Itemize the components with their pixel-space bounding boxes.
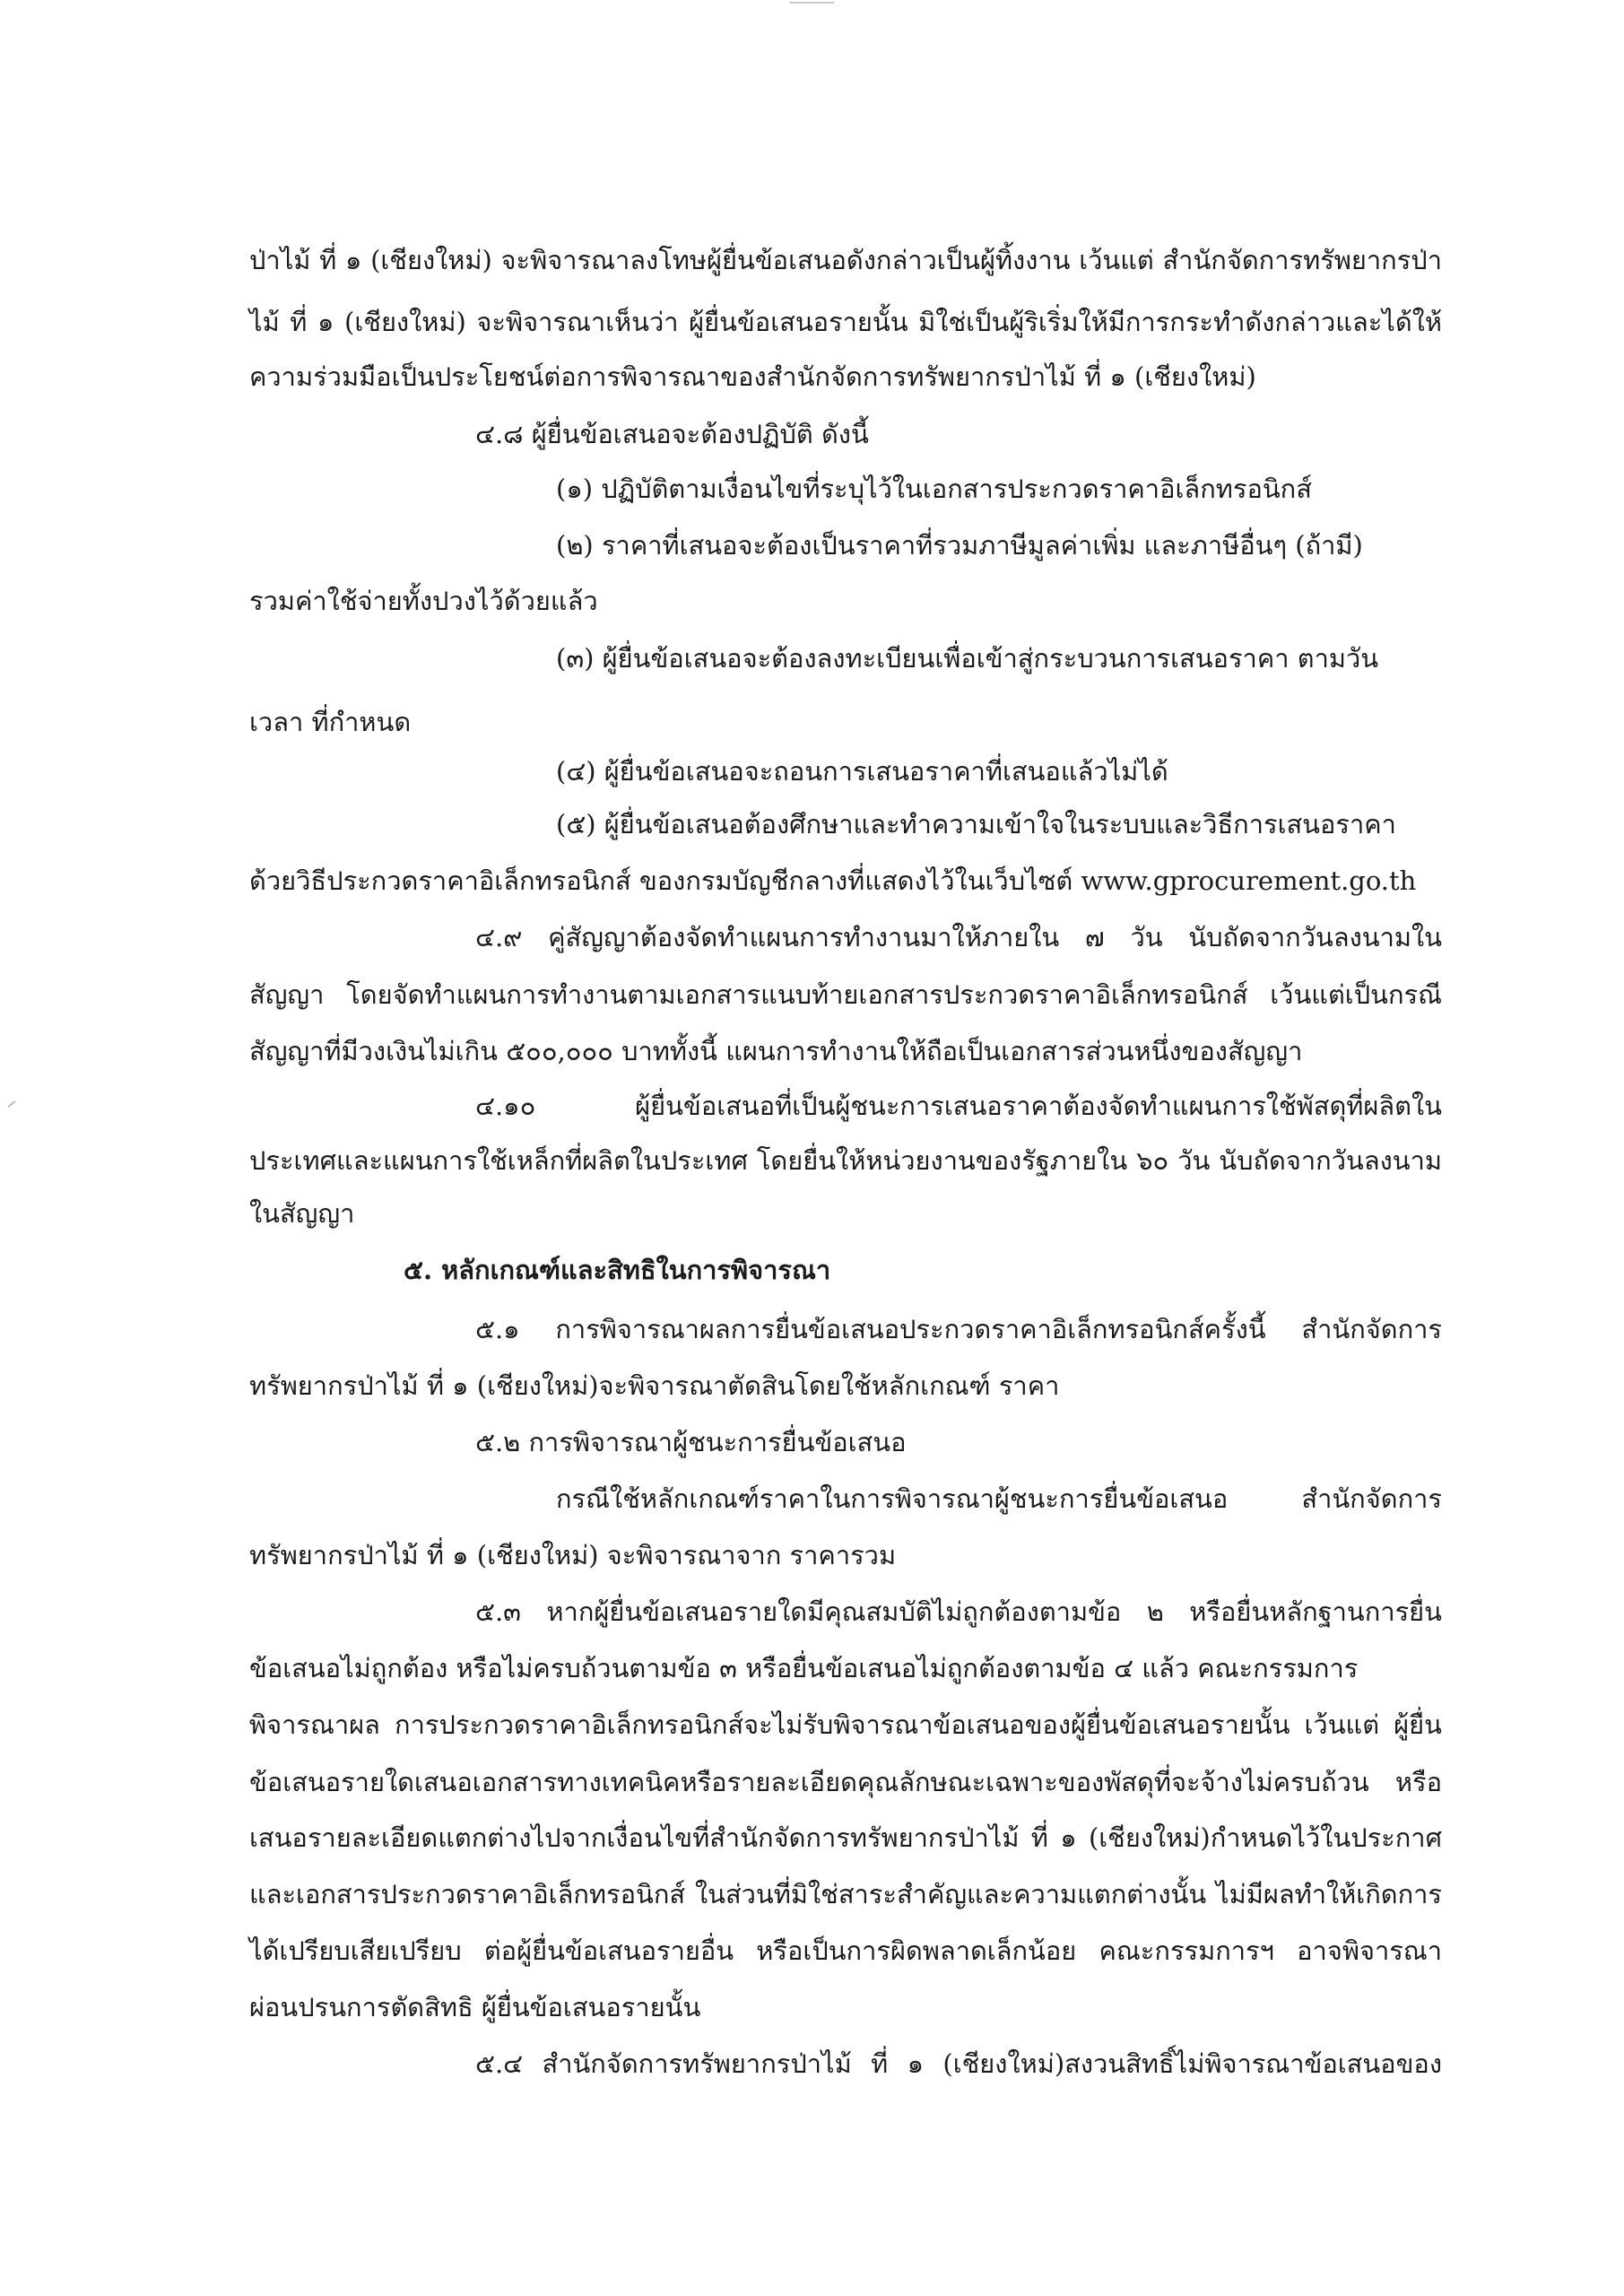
section-heading-5: ๕. หลักเกณฑ์และสิทธิในการพิจารณา (404, 1255, 831, 1285)
clause-4-9: ๔.๙ คู่สัญญาต้องจัดทำแผนการทำงานมาให้ภายใน ๗ วัน นับถัดจากวันลงนามใน (475, 922, 1442, 952)
clause-5-1: ๕.๑ การพิจารณาผลการยื่นข้อเสนอประกวดราคาอิเล็กทรอนิกส์ครั้งนี้ สำนักจัดการ (475, 1314, 1442, 1344)
paragraph-line: ไม้ ที่ ๑ (เชียงใหม่) จะพิจารณาเห็นว่า ผู้ยื่นข้อเสนอรายนั้น มิใช่เป็นผู้ริเริ่มให้มีการกระทำดังกล่าวและได้ให้ (249, 307, 1442, 337)
paragraph-line: สัญญา โดยจัดทำแผนการทำงานตามเอกสารแนบท้ายเอกสารประกวดราคาอิเล็กทรอนิกส์ เว้นแต่เป็นกรณี (249, 979, 1442, 1010)
paragraph-line: เวลา ที่กำหนด (249, 707, 412, 737)
clause-4-8-3: (๓) ผู้ยื่นข้อเสนอจะต้องลงทะเบียนเพื่อเข้าสู่กระบวนการเสนอราคา ตามวัน (556, 643, 1379, 674)
clause-4-8: ๔.๘ ผู้ยื่นข้อเสนอจะต้องปฏิบัติ ดังนี้ (475, 419, 869, 449)
paragraph-line: และเอกสารประกวดราคาอิเล็กทรอนิกส์ ในส่วนที่มิใช่สาระสำคัญและความแตกต่างนั้น ไม่มีผลทำให้เกิดการ (249, 1879, 1442, 1909)
paragraph-line: สัญญาที่มีวงเงินไม่เกิน ๕๐๐,๐๐๐ บาททั้งนี้ แผนการทำงานให้ถือเป็นเอกสารส่วนหนึ่งของสัญญา (249, 1036, 1303, 1066)
paragraph-line: ได้เปรียบเสียเปรียบ ต่อผู้ยื่นข้อเสนอรายอื่น หรือเป็นการผิดพลาดเล็กน้อย คณะกรรมการฯ อาจพิจารณา (249, 1935, 1442, 1966)
paragraph-line: ข้อเสนอไม่ถูกต้อง หรือไม่ครบถ้วนตามข้อ ๓ หรือยื่นข้อเสนอไม่ถูกต้องตามข้อ ๔ แล้ว คณะกรรมการ (249, 1653, 1359, 1683)
clause-4-10: ๔.๑๐ ผู้ยื่นข้อเสนอที่เป็นผู้ชนะการเสนอราคาต้องจัดทำแผนการใช้พัสดุที่ผลิตใน (475, 1091, 1442, 1121)
clause-4-8-1: (๑) ปฏิบัติตามเงื่อนไขที่ระบุไว้ในเอกสารประกวดราคาอิเล็กทรอนิกส์ (556, 474, 1312, 504)
paragraph-line: เสนอรายละเอียดแตกต่างไปจากเงื่อนไขที่สำนักจัดการทรัพยากรป่าไม้ ที่ ๑ (เชียงใหม่)กำหนดไว้ในประกาศ (249, 1822, 1442, 1853)
clause-4-8-2: (๒) ราคาที่เสนอจะต้องเป็นราคาที่รวมภาษีมูลค่าเพิ่ม และภาษีอื่นๆ (ถ้ามี) (556, 530, 1363, 561)
clause-5-3: ๕.๓ หากผู้ยื่นข้อเสนอรายใดมีคุณสมบัติไม่ถูกต้องตามข้อ ๒ หรือยื่นหลักฐานการยื่น (475, 1596, 1442, 1627)
paragraph-line: พิจารณาผล การประกวดราคาอิเล็กทรอนิกส์จะไม่รับพิจารณาข้อเสนอของผู้ยื่นข้อเสนอรายนั้น เว้นแต่ ผู้ยื่น (249, 1709, 1442, 1740)
paragraph-line: ในสัญญา (249, 1198, 355, 1229)
paragraph-line: ข้อเสนอรายใดเสนอเอกสารทางเทคนิคหรือรายละเอียดคุณลักษณะเฉพาะของพัสดุที่จะจ้างไม่ครบถ้วน หรือ (249, 1767, 1442, 1797)
clause-4-8-5: (๕) ผู้ยื่นข้อเสนอต้องศึกษาและทำความเข้าใจในระบบและวิธีการเสนอราคา (556, 809, 1396, 839)
clause-4-8-4: (๔) ผู้ยื่นข้อเสนอจะถอนการเสนอราคาที่เสนอแล้วไม่ได้ (556, 756, 1168, 787)
paragraph-line: ประเทศและแผนการใช้เหล็กที่ผลิตในประเทศ โดยยื่นให้หน่วยงานของรัฐภายใน ๖๐ วัน นับถัดจากวันลงนาม (249, 1145, 1442, 1176)
scan-mark (8, 1100, 16, 1108)
paragraph-line: ทรัพยากรป่าไม้ ที่ ๑ (เชียงใหม่)จะพิจารณาตัดสินโดยใช้หลักเกณฑ์ ราคา (249, 1370, 1060, 1401)
scan-mark (789, 2, 834, 4)
paragraph-line: ผ่อนปรนการตัดสิทธิ ผู้ยื่นข้อเสนอรายนั้น (249, 1992, 701, 2022)
paragraph-line: ความร่วมมือเป็นประโยชน์ต่อการพิจารณาของสำนักจัดการทรัพยากรป่าไม้ ที่ ๑ (เชียงใหม่) (249, 361, 1256, 392)
paragraph-line: กรณีใช้หลักเกณฑ์ราคาในการพิจารณาผู้ชนะการยื่นข้อเสนอ สำนักจัดการ (556, 1483, 1442, 1514)
paragraph-line: ด้วยวิธีประกวดราคาอิเล็กทรอนิกส์ ของกรมบัญชีกลางที่แสดงไว้ในเว็บไซต์ www.gprocurement.go.th (249, 865, 1417, 896)
paragraph-line: รวมค่าใช้จ่ายทั้งปวงไว้ด้วยแล้ว (249, 586, 598, 616)
paragraph-line: ทรัพยากรป่าไม้ ที่ ๑ (เชียงใหม่) จะพิจารณาจาก ราคารวม (249, 1540, 897, 1570)
clause-5-4: ๕.๔ สำนักจัดการทรัพยากรป่าไม้ ที่ ๑ (เชียงใหม่)สงวนสิทธิ์ไม่พิจารณาข้อเสนอของ (475, 2048, 1442, 2079)
paragraph-line: ป่าไม้ ที่ ๑ (เชียงใหม่) จะพิจารณาลงโทษผู้ยื่นข้อเสนอดังกล่าวเป็นผู้ทิ้งงาน เว้นแต่ สำนักจัดการทรัพยากรป่า (249, 245, 1442, 275)
clause-5-2: ๕.๒ การพิจารณาผู้ชนะการยื่นข้อเสนอ (475, 1427, 907, 1457)
